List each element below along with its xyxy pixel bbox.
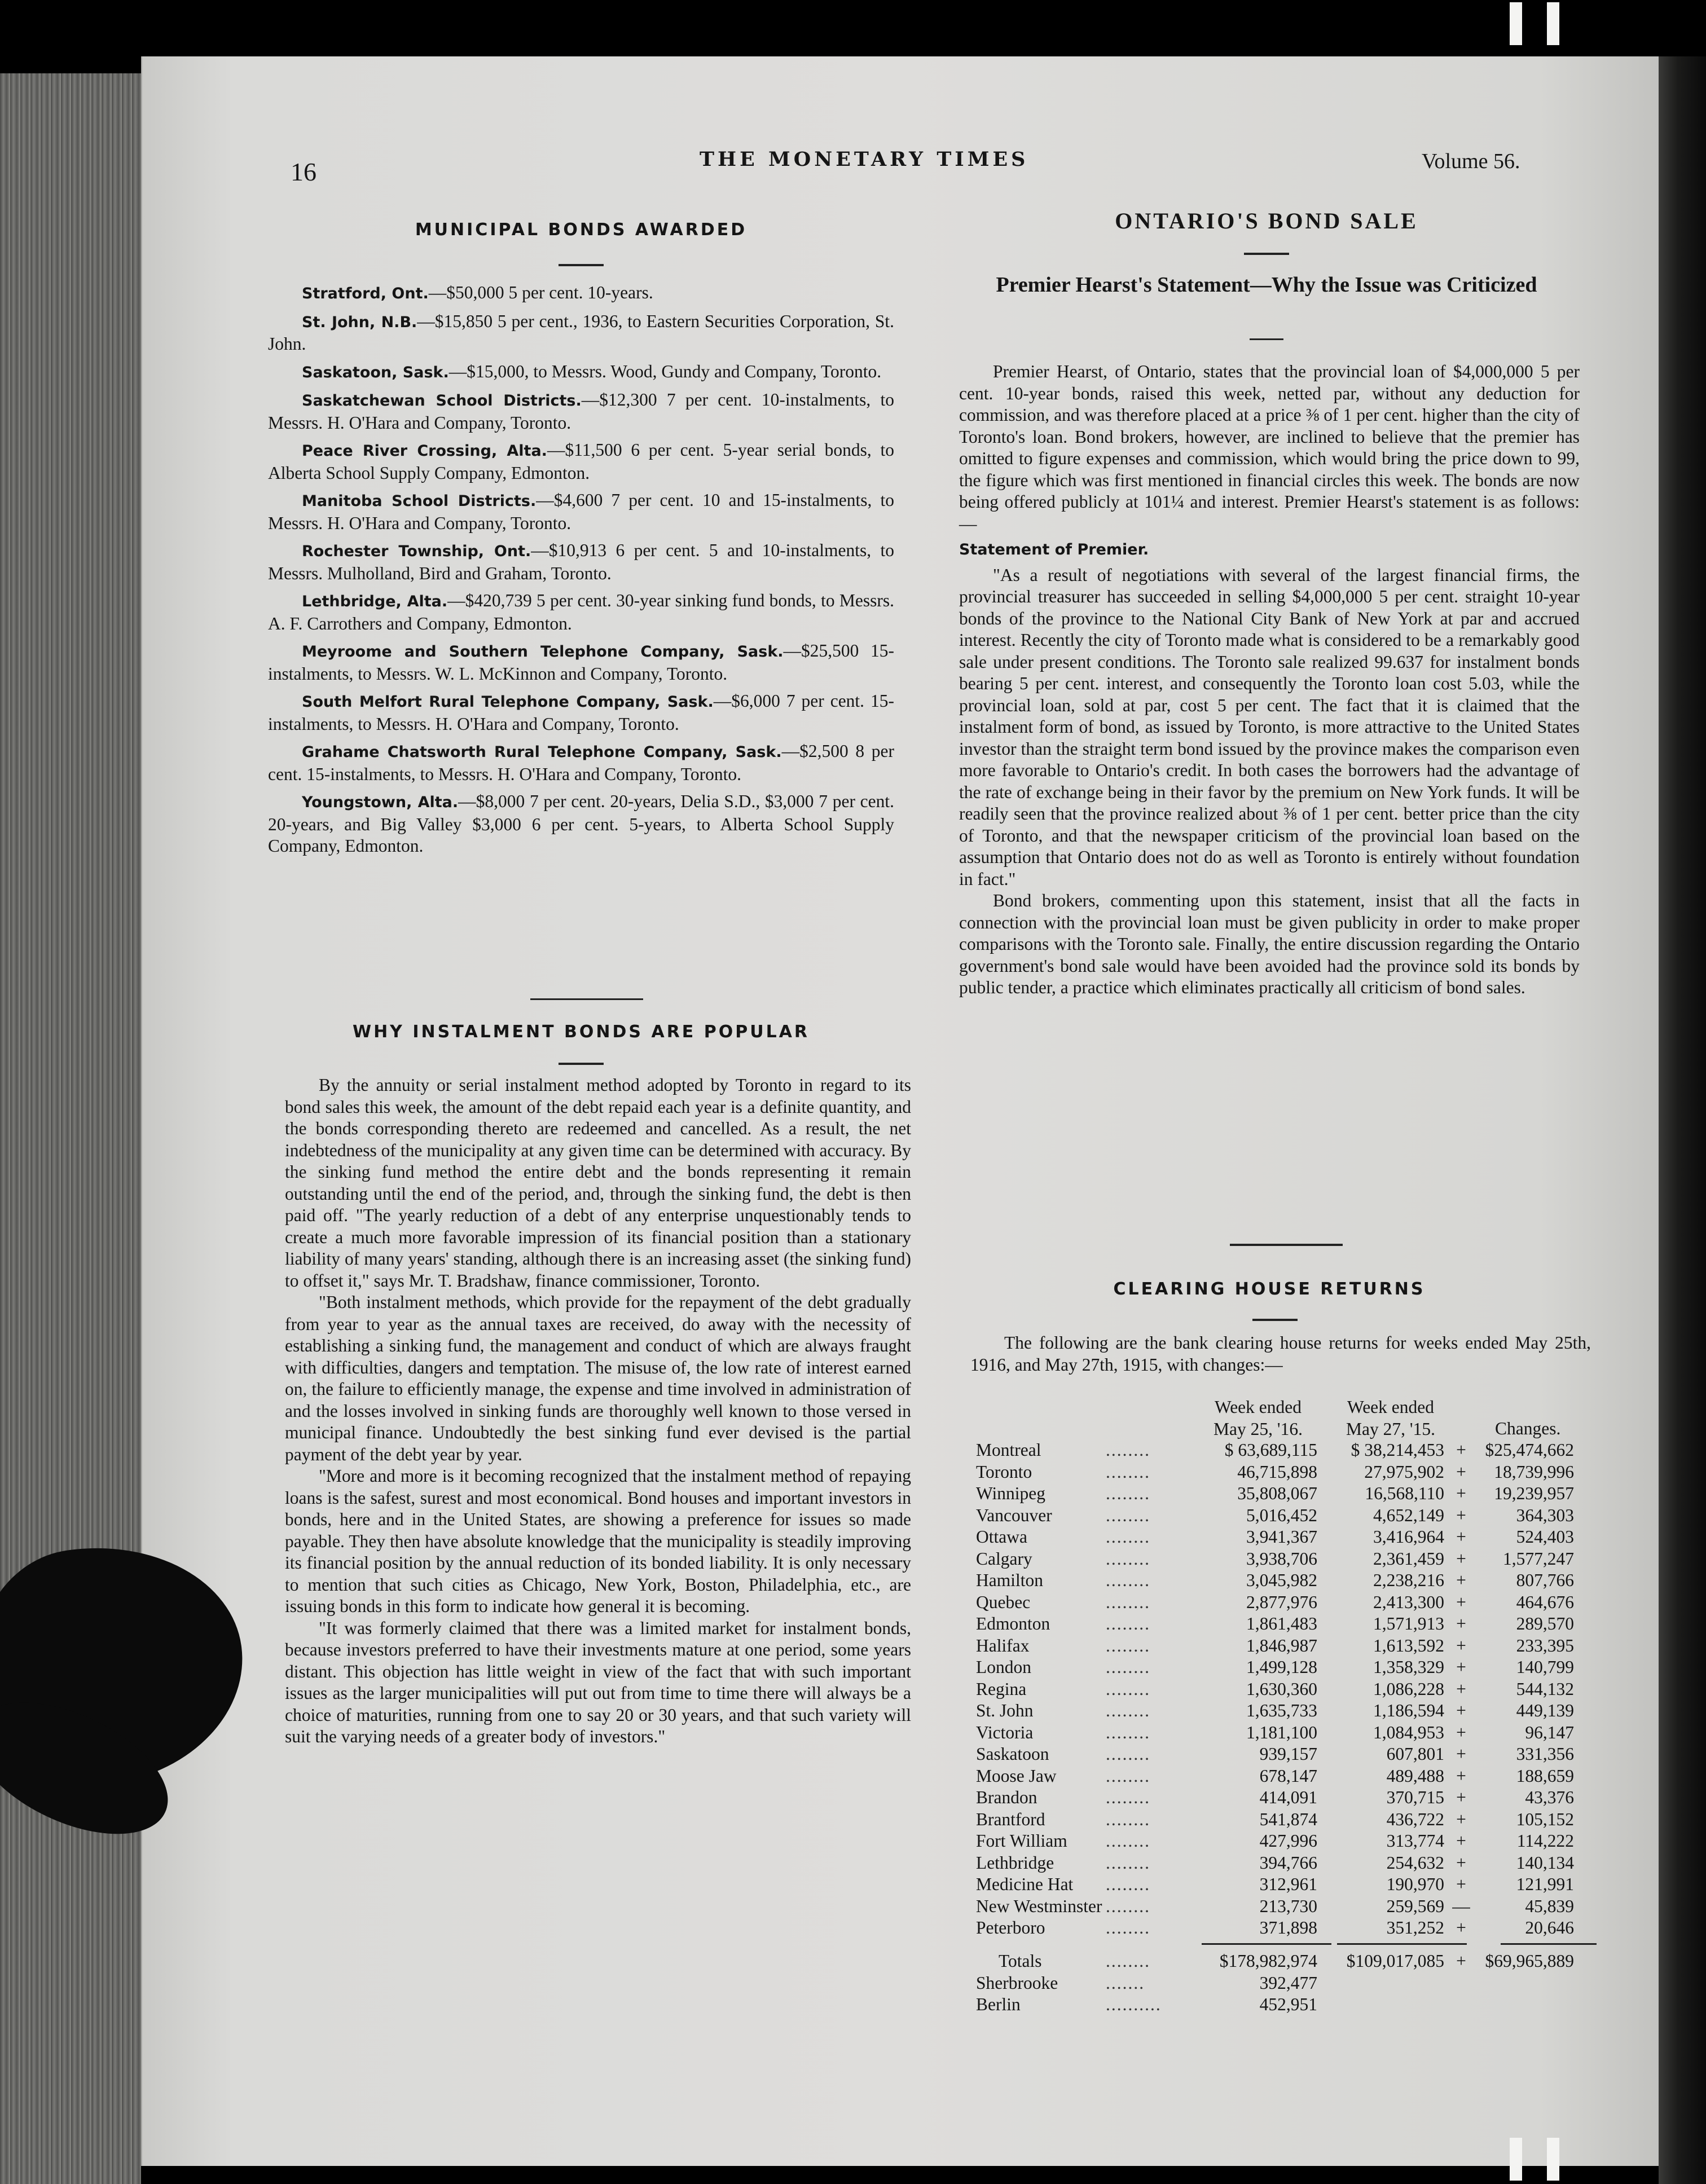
city-name: Victoria [976, 1722, 1034, 1742]
leader-dots: ........ [1106, 1440, 1150, 1460]
leader-dots: ........ [1106, 1918, 1150, 1938]
list-item: Rochester Township, Ont.—$10,913 6 per cent. 5 and 10-instalments, to Messrs. Mulholland, Bird and Graham, Toronto. [268, 540, 894, 583]
col-head-line: Week ended [1214, 1397, 1302, 1417]
change-sign: + [1456, 1657, 1466, 1677]
article-subheading: Premier Hearst's Statement—Why the Issue was Criticized [996, 273, 1537, 297]
table-row [976, 1830, 1574, 1852]
city-name: Winnipeg [976, 1483, 1045, 1504]
change-value: 449,139 [1516, 1701, 1574, 1721]
week2-value: 1,084,953 [1373, 1722, 1444, 1742]
totals-label: Totals [999, 1951, 1042, 1971]
city-name: Peterboro [976, 1918, 1045, 1938]
week2-value: 2,361,459 [1373, 1548, 1444, 1569]
registration-mark [1510, 2138, 1522, 2181]
leader-dots: ........ [1106, 1657, 1150, 1677]
week1-value: 46,715,898 [1237, 1461, 1317, 1482]
page-number: 16 [291, 157, 316, 186]
week2-value: 2,413,300 [1373, 1592, 1444, 1612]
change-sign: + [1456, 1918, 1466, 1938]
week2-value: 1,571,913 [1373, 1614, 1444, 1634]
change-sign: + [1456, 1722, 1466, 1742]
divider [1230, 1244, 1343, 1246]
week2-value: 1,358,329 [1373, 1657, 1444, 1677]
table-row [976, 1592, 1574, 1614]
col-head-week2 [1323, 1397, 1458, 1440]
table-row [976, 1548, 1574, 1570]
city-name: Berlin [976, 1994, 1021, 2015]
city-name: Medicine Hat [976, 1874, 1074, 1895]
city-name: Hamilton [976, 1570, 1043, 1591]
city-name: Quebec [976, 1592, 1031, 1612]
left-column [268, 220, 894, 240]
list-item: Youngstown, Alta.—$8,000 7 per cent. 20-years, Delia S.D., $3,000 7 per cent. 20-years, and Big Valley $3,000 6 per cent. 5-years, to Alberta School Supply Company, Edmonton. [268, 791, 894, 856]
change-sign: + [1456, 1679, 1466, 1699]
table-row [976, 1679, 1574, 1701]
section-heading: ONTARIO'S BOND SALE [1115, 208, 1418, 234]
week2-value: 313,774 [1386, 1831, 1444, 1851]
change-sign: + [1456, 1744, 1466, 1764]
week1-value: 1,846,987 [1246, 1635, 1317, 1655]
book-gutter-shadow [1659, 56, 1706, 2184]
table-row [976, 1743, 1574, 1765]
municipal-bonds-list [268, 282, 894, 863]
change-value: 233,395 [1516, 1635, 1574, 1655]
paragraph: By the annuity or serial instalment method adopted by Toronto in regard to its bond sales this week, the amount of the debt repaid each year is a definite quantity, and the bonds corresponding thereto are redeemed and cancelled. As a result, the net indebtedness of the municipality at any given time can be determined with accuracy. By the sinking fund method the entire debt and the bonds representing it remain outstanding until the end of the period, and, through the sinking fund, the debt is then paid off. "The yearly reduction of a debt of any enterprise unquestionably tends to create a much more favorable impression of its financial position than a stationary liability of many years' standing, although there is an increasing asset (the sinking fund) to offset it," says Mr. T. Bradshaw, finance commissioner, Toronto. [285, 1075, 911, 1291]
leader-dots: ........ [1106, 1809, 1150, 1829]
week1-value: $ 63,689,115 [1224, 1440, 1317, 1460]
section-heading-wrap [268, 1022, 894, 1042]
change-sign: — [1452, 1896, 1470, 1916]
leader-dots: ........ [1106, 1614, 1150, 1634]
week1-value: 1,635,733 [1246, 1701, 1317, 1721]
leader-dots: ........ [1106, 1722, 1150, 1742]
week2-value: 1,086,228 [1373, 1679, 1444, 1699]
table-row [976, 1874, 1574, 1896]
change-sign: + [1456, 1635, 1466, 1655]
list-item: Peace River Crossing, Alta.—$11,500 6 per cent. 5-year serial bonds, to Alberta School Supply Company, Edmonton. [268, 440, 894, 483]
list-item: Stratford, Ont.—$50,000 5 per cent. 10-years. [302, 283, 653, 302]
week2-value: 436,722 [1386, 1809, 1444, 1829]
week1-value: 371,898 [1259, 1918, 1317, 1938]
week2-value: 1,613,592 [1373, 1635, 1444, 1655]
change-value: 140,134 [1516, 1852, 1574, 1873]
change-value: 43,376 [1525, 1787, 1574, 1808]
table-row [976, 1852, 1574, 1874]
leader-dots: ........ [1106, 1874, 1150, 1895]
divider [1252, 1319, 1298, 1321]
week1-value: 5,016,452 [1246, 1505, 1317, 1525]
week2-value: 2,238,216 [1373, 1570, 1444, 1591]
section-heading: MUNICIPAL BONDS AWARDED [415, 220, 748, 240]
section-heading: CLEARING HOUSE RETURNS [1113, 1279, 1426, 1299]
leader-dots: ........ [1106, 1679, 1150, 1699]
city-name: Saskatoon [976, 1744, 1049, 1764]
leader-dots: ........ [1106, 1765, 1150, 1786]
city-name: Sherbrooke [976, 1972, 1058, 1993]
table-row [976, 1461, 1574, 1483]
table-row [976, 1613, 1574, 1635]
city-name: Lethbridge [976, 1852, 1054, 1873]
leader-dots: ........ [1106, 1831, 1150, 1851]
week1-value: 678,147 [1259, 1765, 1317, 1786]
week2-value: 27,975,902 [1364, 1461, 1444, 1482]
city-name: St. John [976, 1701, 1034, 1721]
city-name: Regina [976, 1679, 1027, 1699]
change-sign: + [1456, 1527, 1466, 1547]
table-row [976, 1700, 1574, 1722]
table-row [976, 1526, 1574, 1548]
totals-rule [1337, 1943, 1467, 1945]
divider [559, 1063, 604, 1065]
week1-value: 394,766 [1259, 1852, 1317, 1873]
table-row [976, 1439, 1574, 1461]
leader-dots: ........ [1106, 1461, 1150, 1482]
change-value: 544,132 [1516, 1679, 1574, 1699]
leader-dots: ........ [1106, 1570, 1150, 1591]
registration-mark [1547, 2138, 1559, 2181]
leader-dots: ........ [1106, 1483, 1150, 1504]
list-item: Meyroome and Southern Telephone Company, Sask.—$25,500 15-instalments, to Messrs. W. L. McKinnon and Company, Toronto. [268, 641, 894, 684]
week1-value: 35,808,067 [1237, 1483, 1317, 1504]
week1-value: 392,477 [1259, 1972, 1317, 1993]
city-name: London [976, 1657, 1031, 1677]
totals-rule [1202, 1943, 1331, 1945]
divider [559, 264, 604, 266]
instalment-article [285, 1075, 911, 1748]
table-row [976, 1765, 1574, 1787]
week2-value: 607,801 [1386, 1744, 1444, 1764]
leader-dots: ........ [1106, 1701, 1150, 1721]
week1-value: 1,630,360 [1246, 1679, 1317, 1699]
clearing-totals [976, 1950, 1574, 2016]
table-row [976, 1972, 1574, 1994]
table-row [976, 1635, 1574, 1657]
leader-dots: ........ [1106, 1744, 1150, 1764]
registration-mark [1547, 2, 1559, 45]
clearing-heading-wrap [959, 1279, 1580, 1299]
week2-value: 1,186,594 [1373, 1701, 1444, 1721]
paragraph: "More and more is it becoming recognized that the instalment method of repaying loans is the safest, surest and most economical. Bond houses and important investors in bonds, here and in the United States, are showing a preference for issues so made payable. They then have absolute knowledge that the municipality is steadily improving its financial position by the annual reduction of its bonded liability. It is only necessary to mention that such cities as Chicago, New York, Boston, Philadelphia, etc., are issuing bonds in this form to indicate how general it is becoming. [285, 1466, 911, 1616]
change-value: 18,739,996 [1494, 1461, 1574, 1482]
week1-value: 312,961 [1259, 1874, 1317, 1895]
totals-change: $69,965,889 [1485, 1951, 1574, 1971]
change-value: 105,152 [1516, 1809, 1574, 1829]
week2-value: 3,416,964 [1373, 1527, 1444, 1547]
totals-row [976, 1950, 1574, 1972]
change-sign: + [1456, 1874, 1466, 1895]
divider [1250, 338, 1283, 340]
list-item: Lethbridge, Alta.—$420,739 5 per cent. 30-year sinking fund bonds, to Messrs. A. F. Carrothers and Company, Edmonton. [268, 591, 894, 633]
change-value: 807,766 [1516, 1570, 1574, 1591]
change-value: 364,303 [1516, 1505, 1574, 1525]
table-row [976, 1505, 1574, 1527]
totals-sign: + [1456, 1951, 1466, 1971]
city-name: Montreal [976, 1440, 1041, 1460]
change-value: 289,570 [1516, 1614, 1574, 1634]
change-sign: + [1456, 1765, 1466, 1786]
leader-dots: ........ [1106, 1527, 1150, 1547]
table-row [976, 1657, 1574, 1679]
leader-dots: ........ [1106, 1852, 1150, 1873]
table-row [976, 1483, 1574, 1505]
paragraph: The following are the bank clearing house returns for weeks ended May 25th, 1916, and May 27th, 1915, with changes:— [970, 1333, 1591, 1375]
city-name: Moose Jaw [976, 1765, 1057, 1786]
week1-value: 939,157 [1259, 1744, 1317, 1764]
week1-value: 1,861,483 [1246, 1614, 1317, 1634]
week1-value: 1,181,100 [1246, 1722, 1317, 1742]
change-value: 114,222 [1516, 1831, 1574, 1851]
divider [1244, 253, 1289, 255]
change-value: 20,646 [1525, 1918, 1574, 1938]
change-sign: + [1456, 1570, 1466, 1591]
week2-value: 259,569 [1386, 1896, 1444, 1916]
list-item: Saskatchewan School Districts.—$12,300 7 per cent. 10-instalments, to Messrs. H. O'Hara and Company, Toronto. [268, 390, 894, 433]
leader-dots: ....... [1106, 1972, 1145, 1993]
city-name: Calgary [976, 1548, 1032, 1569]
week2-value: 16,568,110 [1365, 1483, 1444, 1504]
clearing-intro [970, 1332, 1591, 1376]
ontario-article [959, 361, 1580, 999]
week2-value: 254,632 [1386, 1852, 1444, 1873]
city-name: Vancouver [976, 1505, 1052, 1525]
change-value: 19,239,957 [1494, 1483, 1574, 1504]
table-row [976, 1570, 1574, 1592]
table-row [976, 1994, 1574, 2016]
paragraph: Premier Hearst, of Ontario, states that the provincial loan of $4,000,000 5 per cent. 10-year bonds, raised this week, netted par, without any deduction for commission, and was therefore placed at a price ⅜ of 1 per cent. higher than the city of Toronto's loan. Bond brokers, however, are inclined to believe that the premier has omitted to figure expenses and commission, which would bring the price down to 99, the figure which was first mentioned in financial circles this week. The bonds are now being offered publicly at 101¼ and interest. Premier Hearst's statement is as follows:— [959, 362, 1580, 534]
change-sign: + [1456, 1483, 1466, 1504]
table-row [976, 1722, 1574, 1744]
paragraph: "Both instalment methods, which provide for the repayment of the debt gradually from year to year as the annual taxes are received, do away with the necessity of establishing a sinking fund, the management and conduct of which are always fraught with difficulties, dangers and temptation. The misuse of, the low rate of interest earned on, the failure to efficiently manage, the expense and time involved in administration of and the losses involved in sinking funds are thoroughly well known to those versed in municipal finance. Undoubtedly the best sinking fund ever devised is the partial payment of the debt year by year. [285, 1292, 911, 1464]
week1-value: 3,045,982 [1246, 1570, 1317, 1591]
change-sign: + [1456, 1548, 1466, 1569]
leader-dots: ........ [1106, 1896, 1150, 1916]
totals-week2: $109,017,085 [1346, 1951, 1444, 1971]
change-value: 464,676 [1516, 1592, 1574, 1612]
change-sign: + [1456, 1614, 1466, 1634]
book-page-edges [0, 73, 141, 2184]
week1-value: 3,938,706 [1246, 1548, 1317, 1569]
week1-value: 1,499,128 [1246, 1657, 1317, 1677]
week2-value: 489,488 [1386, 1765, 1444, 1786]
city-name: Fort William [976, 1831, 1067, 1851]
col-head-changes: Changes. [1495, 1419, 1561, 1438]
volume-label: Volume 56. [1422, 149, 1520, 173]
totals-rule [1501, 1943, 1597, 1945]
paragraph: "As a result of negotiations with several of the largest financial firms, the provincial treasurer has succeeded in selling $4,000,000 5 per cent. straight 10-year bonds of the province to the National City Bank of New York at par and accrued interest. Recently the city of Toronto made what is considered to be a remarkably good sale under present conditions. The Toronto sale realized 99.637 for instalment bonds bearing 5 per cent. interest, and consequently the Toronto loan cost 5.03, while the provincial loan, sold at par, cost 5 per cent. The fact that it is claimed that the instalment form of bond, as issued by Toronto, is more attractive to the United States investor than the straight term bond issued by the province makes the comparison even more favorable to Ontario's credit. In both cases the borrowers had the advantage of the rate of exchange being in their favor by the premium on New York funds. It will be readily seen that the province realized about ⅜ of 1 per cent. better price than the city of Toronto, and that the newspaper criticism of the provincial loan based on the assumption that Ontario does not do as well as Toronto is entirely without foundation in fact." [959, 565, 1580, 889]
leader-dots: ........ [1106, 1951, 1150, 1971]
change-value: 45,839 [1525, 1896, 1574, 1916]
statement-label: Statement of Premier. [959, 541, 1149, 558]
table-row [976, 1896, 1574, 1918]
week1-value: 452,951 [1259, 1994, 1317, 2015]
city-name: Edmonton [976, 1614, 1050, 1634]
leader-dots: ........ [1106, 1592, 1150, 1612]
week1-value: 3,941,367 [1246, 1527, 1317, 1547]
change-sign: + [1456, 1461, 1466, 1482]
col-head-line: May 25, '16. [1213, 1419, 1303, 1439]
registration-mark [1510, 2, 1522, 45]
paragraph: Bond brokers, commenting upon this statement, insist that all the facts in connection with the provincial loan must be given publicity in order to make proper comparisons with the Toronto sale. Finally, the entire discussion regarding the Ontario government's bond sale would have been avoided had the province sold its bonds by public tender, a practice which eliminates practically all criticism of bond sales. [959, 891, 1580, 997]
week2-value: $ 38,214,453 [1351, 1440, 1444, 1460]
change-sign: + [1456, 1787, 1466, 1808]
list-item: South Melfort Rural Telephone Company, Sask.—$6,000 7 per cent. 15-instalments, to Messrs. H. O'Hara and Company, Toronto. [268, 691, 894, 734]
week1-value: 414,091 [1259, 1787, 1317, 1808]
change-value: $25,474,662 [1485, 1440, 1574, 1460]
section-heading: WHY INSTALMENT BONDS ARE POPULAR [352, 1022, 810, 1042]
change-value: 96,147 [1525, 1722, 1574, 1742]
divider [530, 998, 643, 1000]
change-sign: + [1456, 1831, 1466, 1851]
change-sign: + [1456, 1701, 1466, 1721]
table-row [976, 1809, 1574, 1831]
change-sign: + [1456, 1809, 1466, 1829]
publication-title: THE MONETARY TIMES [700, 148, 1029, 171]
table-row [976, 1917, 1574, 1939]
week1-value: 2,877,976 [1246, 1592, 1317, 1612]
leader-dots: .......... [1106, 1994, 1162, 2015]
ontario-heading-wrap [959, 208, 1574, 234]
city-name: Ottawa [976, 1527, 1027, 1547]
change-value: 1,577,247 [1503, 1548, 1574, 1569]
col-head-week1 [1190, 1397, 1326, 1440]
city-name: New Westminster [976, 1896, 1102, 1916]
week1-value: 427,996 [1259, 1831, 1317, 1851]
change-value: 524,403 [1516, 1527, 1574, 1547]
week1-value: 541,874 [1259, 1809, 1317, 1829]
leader-dots: ........ [1106, 1548, 1150, 1569]
change-value: 331,356 [1516, 1744, 1574, 1764]
col-head-line: May 27, '15. [1346, 1419, 1435, 1439]
col-head-line: Week ended [1347, 1397, 1434, 1417]
change-value: 188,659 [1516, 1765, 1574, 1786]
clearing-table [976, 1439, 1574, 1939]
change-value: 121,991 [1516, 1874, 1574, 1895]
week2-value: 370,715 [1386, 1787, 1444, 1808]
week2-value: 190,970 [1386, 1874, 1444, 1895]
city-name: Brandon [976, 1787, 1037, 1808]
city-name: Toronto [976, 1461, 1032, 1482]
leader-dots: ........ [1106, 1787, 1150, 1808]
table-row [976, 1787, 1574, 1809]
leader-dots: ........ [1106, 1505, 1150, 1525]
change-sign: + [1456, 1440, 1466, 1460]
week2-value: 351,252 [1386, 1918, 1444, 1938]
week1-value: 213,730 [1259, 1896, 1317, 1916]
list-item: Manitoba School Districts.—$4,600 7 per cent. 10 and 15-instalments, to Messrs. H. O'Hara and Company, Toronto. [268, 490, 894, 533]
list-item: Grahame Chatsworth Rural Telephone Company, Sask.—$2,500 8 per cent. 15-instalments, to Messrs. H. O'Hara and Company, Toronto. [268, 741, 894, 784]
list-item: Saskatoon, Sask.—$15,000, to Messrs. Wood, Gundy and Company, Toronto. [302, 361, 882, 381]
city-name: Brantford [976, 1809, 1045, 1829]
leader-dots: ........ [1106, 1635, 1150, 1655]
totals-week1: $178,982,974 [1219, 1951, 1317, 1971]
list-item: St. John, N.B.—$15,850 5 per cent., 1936, to Eastern Securities Corporation, St. John. [268, 311, 894, 354]
week2-value: 4,652,149 [1373, 1505, 1444, 1525]
change-value: 140,799 [1516, 1657, 1574, 1677]
change-sign: + [1456, 1505, 1466, 1525]
statement-label-wrap [959, 538, 1580, 561]
paragraph: "It was formerly claimed that there was a limited market for instalment bonds, because investors preferred to have their investments mature at one period, some years distant. This objection has little weight in view of the fact that with such important issues as the larger municipalities will put out from time to time there will always be a choice of maturities, running from one to say 20 or 30 years, and that such variety will suit the varying needs of a greater body of investors." [285, 1618, 911, 1746]
change-sign: + [1456, 1852, 1466, 1873]
ontario-subheading-wrap [970, 271, 1563, 299]
city-name: Halifax [976, 1635, 1030, 1655]
change-sign: + [1456, 1592, 1466, 1612]
